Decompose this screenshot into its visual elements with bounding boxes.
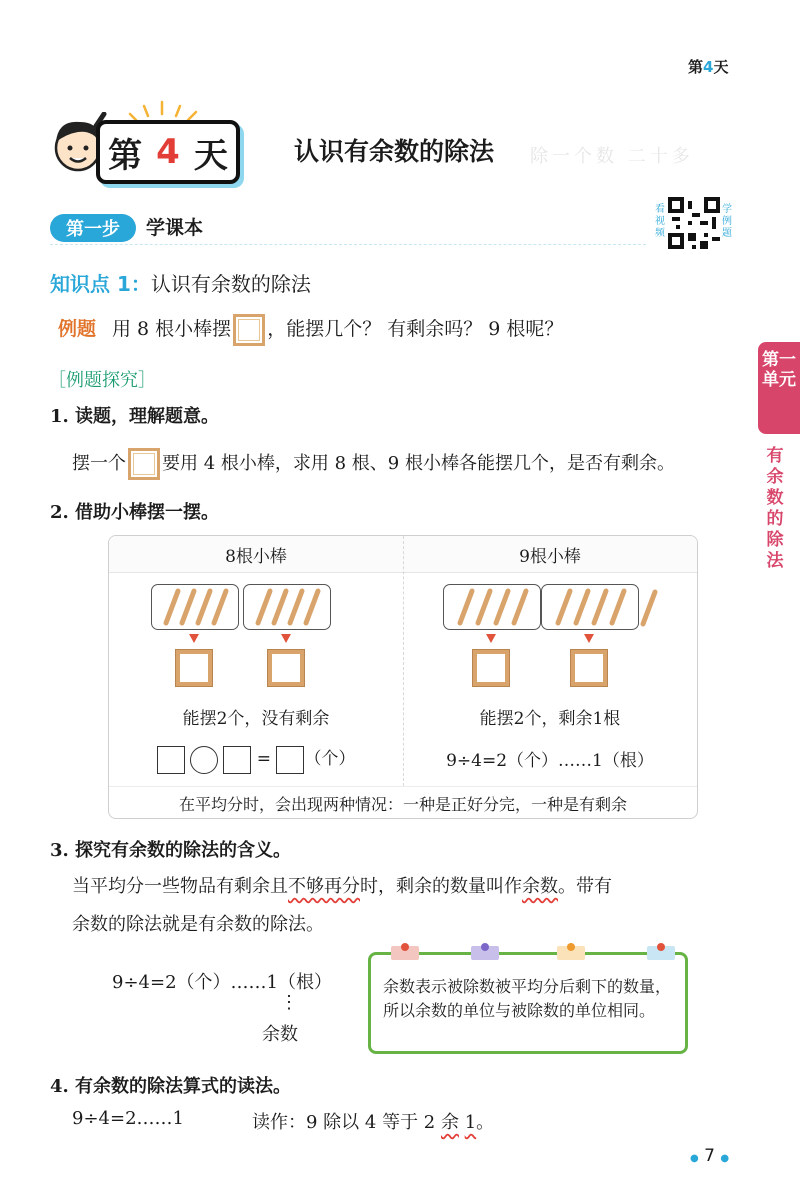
sticks-icon <box>542 585 638 629</box>
stick-group <box>443 584 541 630</box>
day-pre: 第 <box>108 135 143 176</box>
dot-icon: ● <box>720 1153 730 1164</box>
corner-num: 4 <box>703 58 714 76</box>
left-equation <box>109 744 403 774</box>
step-badge: 第一步 <box>50 214 136 242</box>
example-tag: 例题 <box>58 318 97 340</box>
left-eq-unit: （个） <box>304 749 356 769</box>
s3-text-b: 不够再分 <box>288 876 360 897</box>
stick-square-icon <box>571 650 607 686</box>
section-1-heading: 1. 读题，理解题意。 <box>50 406 220 427</box>
stick-group <box>243 584 331 630</box>
section-3-para-2: 余数的除法就是有余数的除法。 <box>72 914 324 935</box>
down-arrow-icon <box>486 634 496 643</box>
table-header-8: 8根小棒 <box>109 536 403 573</box>
stick-square-icon <box>233 314 265 346</box>
reading-pre: 读作：9 除以 4 等于 2 <box>252 1112 441 1133</box>
example-post: ，能摆几个？ 有剩余吗？ 9 根呢？ <box>267 318 564 340</box>
unit-tab[interactable]: 第一单元 <box>758 342 800 434</box>
faded-header-text: 除一个数 二十多 <box>530 146 694 167</box>
remainder-note-box <box>368 952 688 1054</box>
page-number-value: 7 <box>704 1146 715 1166</box>
right-equation: 9÷4=2（个）……1（根） <box>446 751 654 771</box>
dot-icon: ● <box>690 1153 699 1164</box>
s3-text-a: 当平均分一些物品有剩余且 <box>72 876 288 897</box>
reading-yu: 余 <box>440 1112 459 1133</box>
day-number: 4 <box>156 132 180 172</box>
remainder-dots: ⋮ <box>280 992 298 1013</box>
stick-group <box>541 584 639 630</box>
equals-sign: = <box>256 749 272 769</box>
tape-icon <box>471 946 499 960</box>
down-arrow-icon <box>189 634 199 643</box>
section-3-heading: 3. 探究有余数的除法的含义。 <box>50 840 292 861</box>
day-badge <box>96 120 240 184</box>
blank-box <box>223 746 251 774</box>
section-1-text <box>72 448 675 480</box>
section-4-heading: 4. 有余数的除法算式的读法。 <box>50 1076 292 1097</box>
stick-comparison-table <box>108 535 698 819</box>
knowledge-point <box>50 268 311 297</box>
s3-text-d: 余数 <box>522 876 558 897</box>
stick-group <box>151 584 239 630</box>
section-3-equation: 9÷4=2（个）……1（根） <box>112 972 332 993</box>
section-3-para-1 <box>72 872 612 898</box>
stick-square-icon <box>176 650 212 686</box>
knowledge-label: 知识点 1： <box>50 272 151 296</box>
table-note: 在平均分时，会出现两种情况：一种是正好分完，一种是有剩余 <box>109 786 697 819</box>
table-header-9: 9根小棒 <box>403 536 697 573</box>
corner-post: 天 <box>713 58 729 76</box>
s1-post: 要用 4 根小棒，求用 8 根、9 根小棒各能摆几个，是否有剩余。 <box>162 453 675 474</box>
day-post: 天 <box>193 135 228 176</box>
blank-box <box>276 746 304 774</box>
note-box-text: 余数表示被除数被平均分后剩下的数量，所以余数的单位与被除数的单位相同。 <box>383 977 672 1020</box>
s1-pre: 摆一个 <box>72 453 126 474</box>
reading-one: 1 <box>464 1112 477 1133</box>
remainder-label: 余数 <box>262 1024 298 1045</box>
knowledge-title: 认识有余数的除法 <box>150 272 311 296</box>
tape-icon <box>391 946 419 960</box>
section-4-reading <box>252 1108 494 1134</box>
qr-right-label: 学例题 <box>722 204 732 239</box>
stick-square-icon <box>268 650 304 686</box>
stick-square-icon <box>128 448 160 480</box>
explore-label: ［例题探究］ <box>48 370 156 391</box>
corner-pre: 第 <box>688 58 704 76</box>
section-4-equation: 9÷4=2……1 <box>72 1108 184 1129</box>
reading-end: 。 <box>476 1112 495 1133</box>
left-result: 能摆2个，没有剩余 <box>182 709 330 729</box>
qr-code-icon[interactable] <box>668 196 720 250</box>
tape-icon <box>557 946 585 960</box>
s3-text-e: 。带有 <box>558 876 612 897</box>
down-arrow-icon <box>584 634 594 643</box>
tape-icon <box>647 946 675 960</box>
page-title: 认识有余数的除法 <box>294 137 495 166</box>
example-pre: 用 8 根小棒摆 <box>112 318 232 340</box>
sticks-icon <box>152 585 238 629</box>
s3-text-c: 时，剩余的数量叫作 <box>360 876 522 897</box>
right-result: 能摆2个，剩余1根 <box>479 709 621 729</box>
blank-circle <box>190 746 218 774</box>
qr-left-label: 看视频 <box>655 204 665 239</box>
sticks-icon <box>244 585 330 629</box>
page-number <box>690 1146 729 1166</box>
sticks-icon <box>444 585 540 629</box>
unit-tab-title: 有余数的除法 <box>766 446 784 571</box>
down-arrow-icon <box>281 634 291 643</box>
step-divider <box>50 244 646 245</box>
step-label: 学课本 <box>146 217 204 239</box>
blank-box <box>157 746 185 774</box>
section-2-heading: 2. 借助小棒摆一摆。 <box>50 502 220 523</box>
stick-square-icon <box>473 650 509 686</box>
extra-stick-icon <box>637 588 661 628</box>
example-problem <box>58 314 563 346</box>
corner-day-label <box>688 56 728 77</box>
